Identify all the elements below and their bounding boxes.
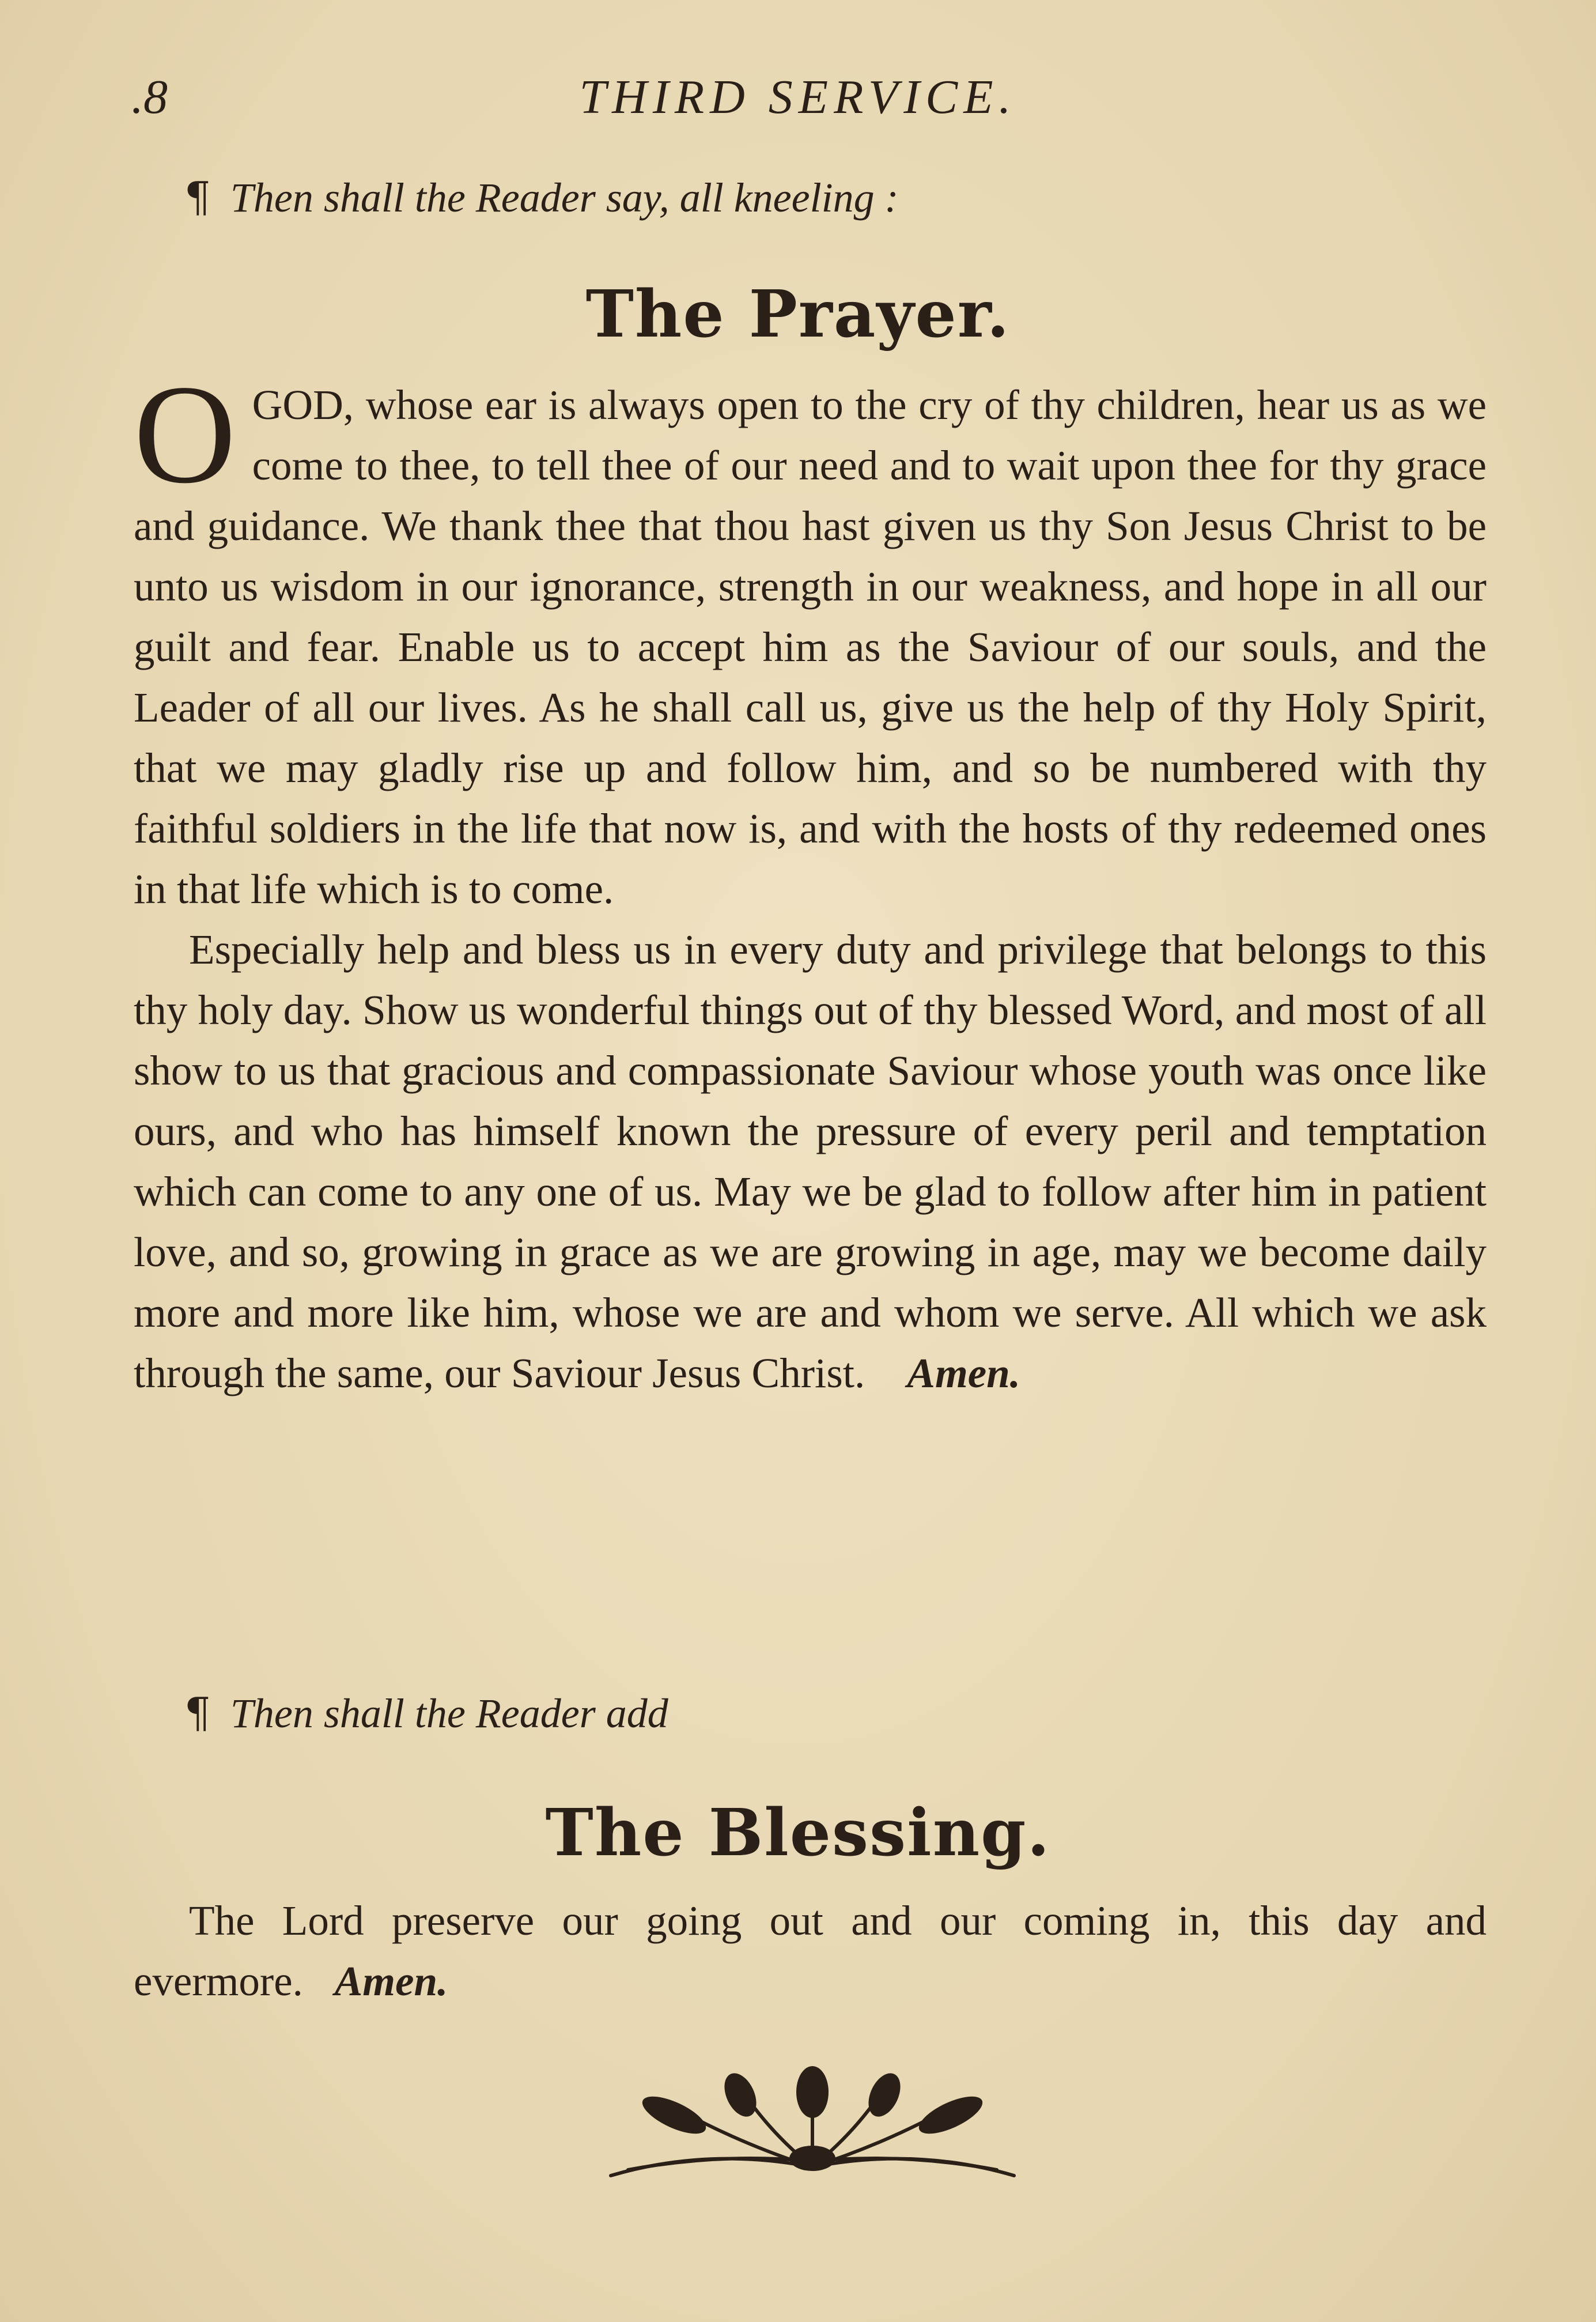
prayer-rubric — [184, 173, 899, 222]
prayer-amen: Amen. — [907, 1350, 1021, 1396]
page-number: .8 — [131, 70, 168, 124]
prayer-text — [134, 356, 1487, 1403]
page-header — [0, 69, 1596, 133]
pilcrow-icon: ¶ — [184, 1689, 211, 1737]
prayer-paragraph-1 — [134, 356, 1487, 919]
pilcrow-icon: ¶ — [184, 173, 211, 221]
blessing-rubric-text: Then shall the Reader add — [230, 1690, 668, 1736]
prayer-paragraph-1-text: GOD, whose ear is always open to the cry of thy children, hear us as we come to thee, to tell thee of our need and to wait upon thee for thy grace and guidance. We thank thee that thou hast given us thy Son Jesus Christ to be unto us wisdom in our ignorance, strength in our weakness, and hope in all our guilt and fear. Enable us to accept him as the Saviour of our souls, and the Leader of all our lives. As he shall call us, give us the help of thy Holy Spirit, that we may gladly rise up and follow him, and so be numbered with thy faithful soldiers in the life that now is, and with the hosts of thy redeemed ones in that life which is to come. — [134, 382, 1487, 912]
prayer-paragraph-2-text: Especially help and bless us in every duty and privilege that belongs to this thy holy day. Show us wonderful things out of thy blessed Word, and most of all show to us that gracious and compassionate Saviour whose youth was once like ours, and who has himself known the pressure of every peril and temptation which can come to any one of us. May we be glad to follow after him in patient love, and so, growing in grace as we are growing in age, may we become daily more and more like him, whose we are and whom we serve. All which we ask through the same, our Saviour Jesus Christ. — [134, 926, 1487, 1396]
prayer-heading: The Prayer. — [585, 277, 1011, 352]
running-head: THIRD SERVICE. — [579, 70, 1017, 124]
blessing-heading: The Blessing. — [545, 1795, 1051, 1871]
blessing-amen: Amen. — [334, 1958, 448, 2004]
blessing-paragraph-text: The Lord preserve our going out and our coming in, this day and evermore. — [134, 1897, 1487, 2004]
blessing-paragraph — [134, 1890, 1487, 2011]
drop-cap: O — [134, 356, 236, 513]
prayer-paragraph-2 — [134, 919, 1487, 1403]
wheat-sheaf-ornament-icon — [593, 2060, 1031, 2193]
blessing-text — [134, 1890, 1487, 2011]
blessing-rubric — [184, 1689, 668, 1738]
prayer-rubric-text: Then shall the Reader say, all kneeling : — [230, 175, 899, 221]
